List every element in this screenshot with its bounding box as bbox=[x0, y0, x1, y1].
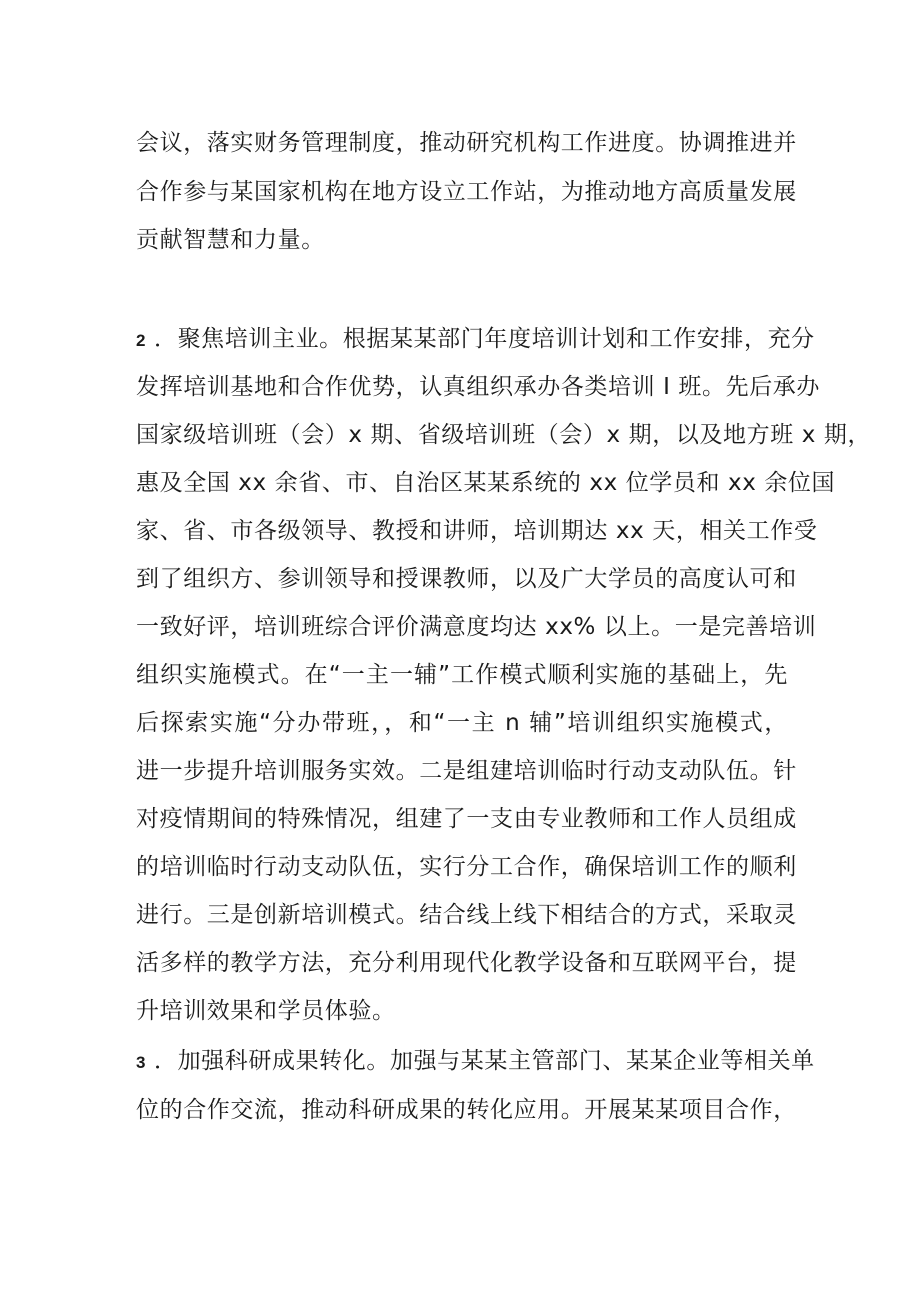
text-line: 会议，落实财务管理制度，推动研究机构工作进度。协调推进并 bbox=[136, 130, 797, 156]
text-line: 活多样的教学方法，充分利用现代化教学设备和互联网平台，提 bbox=[136, 950, 797, 976]
text-line-content: ．聚焦培训主业。根据某某部门年度培训计划和工作安排，充分 bbox=[153, 326, 815, 352]
text-line bbox=[136, 320, 815, 358]
text-line: 组织实施模式。在“一主一辅”工作模式顺利实施的基础上，先 bbox=[136, 662, 788, 688]
text-line: 的培训临时行动支动队伍，实行分工合作，确保培训工作的顺利 bbox=[136, 854, 797, 880]
text-line: 一致好评，培训班综合评价满意度均达 xx% 以上。一是完善培训 bbox=[136, 614, 817, 640]
text-line: 对疫情期间的特殊情况，组建了一支由专业教师和工作人员组成 bbox=[136, 806, 797, 832]
text-line: 家、省、市各级领导、教授和讲师，培训期达 xx 天，相关工作受 bbox=[136, 518, 818, 544]
paragraph-number: 3 bbox=[136, 1053, 147, 1072]
paragraph-number: 2 bbox=[136, 331, 147, 350]
text-line: 国家级培训班（会）x 期、省级培训班（会）x 期，以及地方班 x 期， bbox=[136, 422, 872, 448]
text-line bbox=[136, 1042, 815, 1080]
text-line: 位的合作交流，推动科研成果的转化应用。开展某某项目合作， bbox=[136, 1097, 797, 1123]
text-line-content: ．加强科研成果转化。加强与某某主管部门、某某企业等相关单 bbox=[153, 1048, 815, 1074]
text-line: 惠及全国 xx 余省、市、自治区某某系统的 xx 位学员和 xx 余位国 bbox=[136, 470, 836, 496]
text-line: 升培训效果和学员体验。 bbox=[136, 998, 396, 1024]
text-line: 进一步提升培训服务实效。二是组建培训临时行动支动队伍。针 bbox=[136, 758, 797, 784]
text-line: 贡献智慧和力量。 bbox=[136, 227, 325, 253]
text-line: 发挥培训基地和合作优势，认真组织承办各类培训 I 班。先后承办 bbox=[136, 374, 821, 400]
text-line: 合作参与某国家机构在地方设立工作站，为推动地方高质量发展 bbox=[136, 179, 797, 205]
text-line: 后探索实施“分办带班，，和“一主 n 辅”培训组织实施模式， bbox=[136, 710, 788, 736]
text-line: 进行。三是创新培训模式。结合线上线下相结合的方式，采取灵 bbox=[136, 902, 797, 928]
text-line: 到了组织方、参训领导和授课教师，以及广大学员的高度认可和 bbox=[136, 566, 797, 592]
